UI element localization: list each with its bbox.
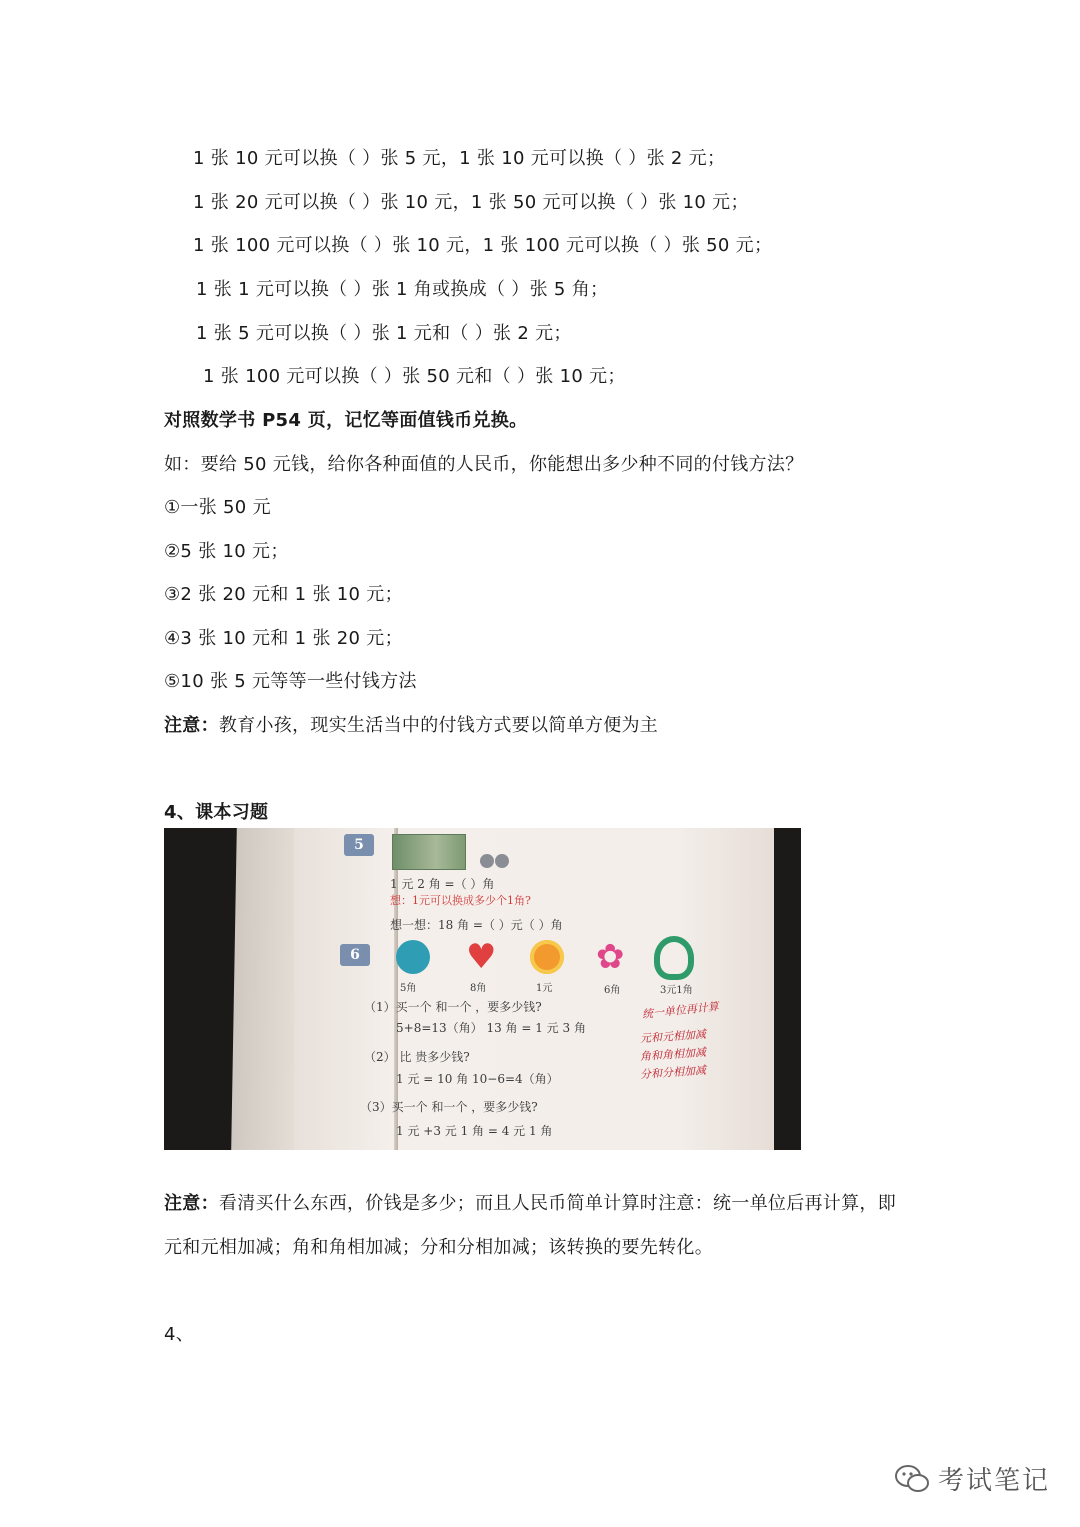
method-2: ②5 张 10 元； (164, 541, 289, 562)
q5-line2: 想一想：18 角 =（ ）元（ ）角 (390, 918, 563, 932)
note-1 (164, 714, 658, 738)
q6-part2: （2） 比 贵多少钱? (364, 1050, 470, 1064)
handwriting-3: 角和角相加减 (639, 1045, 707, 1064)
handwriting-2: 元和元相加减 (639, 1027, 707, 1046)
note-1-label: 注意： (164, 715, 219, 736)
balloon-image (396, 940, 430, 974)
exchange-line-2: 1 张 20 元可以换（ ）张 10 元，1 张 50 元可以换（ ）张 10 元； (193, 192, 749, 213)
price-pink-flower: 6角 (604, 985, 621, 996)
note-2-text-1: 看清买什么东西，价钱是多少；而且人民币简单计算时注意：统一单位后再计算，即 (218, 1193, 897, 1214)
q6-part2-calc: 1 元 = 10 角 10−6=4（角） (396, 1072, 559, 1086)
example-question: 如：要给 50 元钱，给你各种面值的人民币，你能想出多少种不同的付钱方法？ (164, 454, 804, 475)
q6-part3-calc: 1 元 +3 元 1 角 = 4 元 1 角 (396, 1124, 553, 1138)
wechat-icon (894, 1463, 930, 1495)
exchange-line-4: 1 张 1 元可以换（ ）张 1 角或换成（ ）张 5 角； (196, 279, 609, 300)
price-heart: 8角 (470, 983, 487, 994)
coin-2-image (495, 854, 509, 868)
section-4-title: 4、课本习题 (164, 802, 269, 823)
note-2-line-1 (164, 1192, 896, 1216)
pink-flower-image: ✿ (596, 937, 625, 977)
exchange-line-6: 1 张 100 元可以换（ ）张 50 元和（ ）张 10 元； (203, 366, 626, 387)
watermark (894, 1460, 1050, 1497)
q5-hint: 想：1元可以换成多少个1角? (390, 894, 531, 907)
method-1: ①一张 50 元 (164, 497, 271, 518)
exchange-line-3: 1 张 100 元可以换（ ）张 10 元，1 张 100 元可以换（ ）张 50 元； (193, 235, 773, 256)
handwriting-4: 分和分相加减 (639, 1063, 707, 1082)
price-balloon: 5角 (400, 983, 417, 994)
price-snake: 3元1角 (660, 985, 693, 996)
note-1-text: 教育小孩，现实生活当中的付钱方式要以简单方便为主 (218, 715, 659, 736)
banknote-image (392, 834, 466, 870)
instruction-heading: 对照数学书 P54 页，记忆等面值钱币兑换。 (164, 410, 528, 431)
watermark-text: 考试笔记 (938, 1466, 1051, 1496)
exercise-6-badge: 6 (340, 944, 370, 966)
flower-toy-image (530, 940, 564, 974)
note-2-label: 注意： (164, 1193, 219, 1214)
method-5: ⑤10 张 5 元等等一些付钱方法 (164, 671, 417, 692)
q6-part3: （3）买一个 和一个 ，要多少钱? (360, 1100, 538, 1114)
q6-part1: （1）买一个 和一个 ，要多少钱? (364, 1000, 542, 1014)
textbook-photo (164, 828, 801, 1150)
note-2-line-2: 元和元相加减；角和角相加减；分和分相加减；该转换的要先转化。 (164, 1237, 713, 1258)
exchange-line-5: 1 张 5 元可以换（ ）张 1 元和（ ）张 2 元； (196, 323, 572, 344)
method-3: ③2 张 20 元和 1 张 10 元； (164, 584, 403, 605)
q5-line1: 1 元 2 角 =（ ）角 (390, 877, 495, 891)
exchange-line-1: 1 张 10 元可以换（ ）张 5 元，1 张 10 元可以换（ ）张 2 元； (193, 148, 726, 169)
trailing-heading: 4、 (164, 1324, 195, 1345)
heart-image: ♥ (466, 937, 497, 977)
method-4: ④3 张 10 元和 1 张 20 元； (164, 628, 403, 649)
handwriting-1: 统一单位再计算 (641, 1000, 720, 1021)
q6-part1-calc: 5+8=13（角） 13 角 = 1 元 3 角 (396, 1021, 586, 1035)
coin-1-image (480, 854, 494, 868)
exercise-5-badge: 5 (344, 834, 374, 856)
price-flower-toy: 1元 (536, 983, 553, 994)
snake-toy-image (654, 936, 694, 980)
